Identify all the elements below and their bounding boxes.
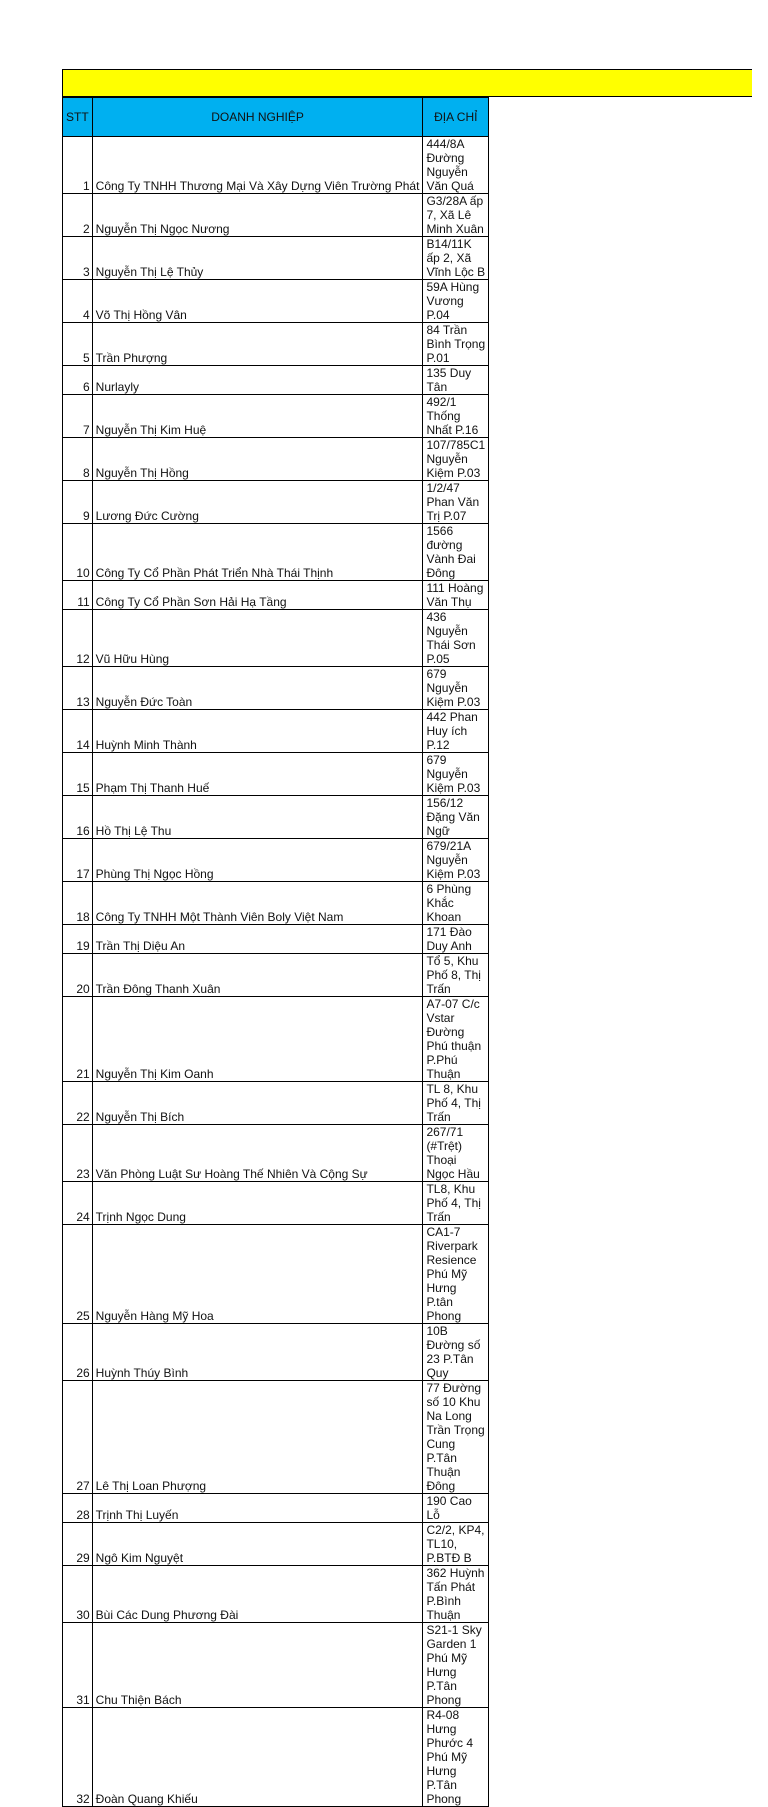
row-stt[interactable]: 9 bbox=[63, 481, 93, 524]
row-stt[interactable]: 15 bbox=[63, 753, 93, 796]
table-row bbox=[63, 1381, 489, 1494]
table-row bbox=[63, 366, 489, 395]
table-row bbox=[63, 954, 489, 997]
row-address[interactable]: 77 Đường số 10 Khu Na Long Trần Trọng Cung P.Tân Thuận Đông bbox=[423, 1381, 489, 1494]
row-company[interactable]: Nguyễn Hàng Mỹ Hoa bbox=[92, 1225, 423, 1324]
table-row bbox=[63, 796, 489, 839]
row-stt[interactable]: 29 bbox=[63, 1523, 93, 1566]
table-row bbox=[63, 1494, 489, 1523]
table-row bbox=[63, 710, 489, 753]
table-row bbox=[63, 137, 489, 194]
table-row bbox=[63, 395, 489, 438]
row-address[interactable]: 84 Trần Bình Trọng P.01 bbox=[423, 323, 489, 366]
table-row bbox=[63, 925, 489, 954]
row-address[interactable]: 111 Hoàng Văn Thụ bbox=[423, 581, 489, 610]
row-address[interactable]: 267/71 (#Trệt) Thoại Ngọc Hầu bbox=[423, 1125, 489, 1182]
table-row bbox=[63, 1182, 489, 1225]
row-stt[interactable]: 31 bbox=[63, 1623, 93, 1708]
title-bar bbox=[62, 69, 752, 97]
row-company[interactable]: Nguyễn Thị Lệ Thủy bbox=[92, 237, 423, 280]
row-address[interactable]: 442 Phan Huy ích P.12 bbox=[423, 710, 489, 753]
row-company[interactable]: Ngô Kim Nguyệt bbox=[92, 1523, 423, 1566]
table-row bbox=[63, 194, 489, 237]
table-row bbox=[63, 323, 489, 366]
row-address[interactable]: 135 Duy Tân bbox=[423, 366, 489, 395]
table-row bbox=[63, 1708, 489, 1807]
row-stt[interactable]: 7 bbox=[63, 395, 93, 438]
row-address[interactable]: R4-08 Hưng Phước 4 Phú Mỹ Hưng P.Tân Phong bbox=[423, 1708, 489, 1807]
table-row bbox=[63, 1566, 489, 1623]
table-row bbox=[63, 1082, 489, 1125]
row-address[interactable]: G3/28A ấp 7, Xã Lê Minh Xuân bbox=[423, 194, 489, 237]
row-stt[interactable]: 14 bbox=[63, 710, 93, 753]
row-address[interactable]: 156/12 Đặng Văn Ngữ bbox=[423, 796, 489, 839]
row-company[interactable]: Hồ Thị Lệ Thu bbox=[92, 796, 423, 839]
row-stt[interactable]: 12 bbox=[63, 610, 93, 667]
row-stt[interactable]: 20 bbox=[63, 954, 93, 997]
row-stt[interactable]: 8 bbox=[63, 438, 93, 481]
row-company[interactable]: Lê Thị Loan Phượng bbox=[92, 1381, 423, 1494]
row-address[interactable]: 362 Huỳnh Tấn Phát P.Bình Thuận bbox=[423, 1566, 489, 1623]
table-row bbox=[63, 610, 489, 667]
row-company[interactable]: Công Ty Cổ Phần Phát Triển Nhà Thái Thịnh bbox=[92, 524, 423, 581]
row-company[interactable]: Huỳnh Thúy Bình bbox=[92, 1324, 423, 1381]
row-company[interactable]: Nguyễn Thị Hồng bbox=[92, 438, 423, 481]
row-stt[interactable]: 3 bbox=[63, 237, 93, 280]
row-company[interactable]: Vũ Hữu Hùng bbox=[92, 610, 423, 667]
row-address[interactable]: 444/8A Đường Nguyễn Văn Quá bbox=[423, 137, 489, 194]
row-company[interactable]: Trần Đông Thanh Xuân bbox=[92, 954, 423, 997]
row-address[interactable]: TL8, Khu Phố 4, Thị Trấn bbox=[423, 1182, 489, 1225]
row-address[interactable]: 10B Đường số 23 P.Tân Quy bbox=[423, 1324, 489, 1381]
table-row bbox=[63, 280, 489, 323]
row-company[interactable]: Phạm Thị Thanh Huế bbox=[92, 753, 423, 796]
row-address[interactable]: 492/1 Thống Nhất P.16 bbox=[423, 395, 489, 438]
header-company[interactable]: DOANH NGHIỆP bbox=[92, 98, 423, 137]
row-stt[interactable]: 30 bbox=[63, 1566, 93, 1623]
row-address[interactable]: 171 Đào Duy Anh bbox=[423, 925, 489, 954]
row-stt[interactable]: 1 bbox=[63, 137, 93, 194]
table-row bbox=[63, 997, 489, 1082]
business-table bbox=[62, 97, 489, 1807]
row-company[interactable]: Nguyễn Thị Bích bbox=[92, 1082, 423, 1125]
row-address[interactable]: 1/2/47 Phan Văn Trị P.07 bbox=[423, 481, 489, 524]
table-row bbox=[63, 1324, 489, 1381]
table-row bbox=[63, 237, 489, 280]
row-stt[interactable]: 22 bbox=[63, 1082, 93, 1125]
row-address[interactable]: 1566 đường Vành Đai Đông bbox=[423, 524, 489, 581]
row-company[interactable]: Công Ty TNHH Một Thành Viên Boly Việt Nam bbox=[92, 882, 423, 925]
row-company[interactable]: Trần Phượng bbox=[92, 323, 423, 366]
row-stt[interactable]: 17 bbox=[63, 839, 93, 882]
row-address[interactable]: A7-07 C/c Vstar Đường Phú thuận P.Phú Thuận bbox=[423, 997, 489, 1082]
row-stt[interactable]: 24 bbox=[63, 1182, 93, 1225]
row-address[interactable]: TL 8, Khu Phố 4, Thị Trấn bbox=[423, 1082, 489, 1125]
row-stt[interactable]: 10 bbox=[63, 524, 93, 581]
row-address[interactable]: 679 Nguyễn Kiệm P.03 bbox=[423, 753, 489, 796]
row-company[interactable]: Đoàn Quang Khiếu bbox=[92, 1708, 423, 1807]
row-address[interactable]: 679 Nguyễn Kiệm P.03 bbox=[423, 667, 489, 710]
row-company[interactable]: Công Ty TNHH Thương Mại Và Xây Dựng Viên Trường Phát bbox=[92, 137, 423, 194]
row-stt[interactable]: 16 bbox=[63, 796, 93, 839]
row-company[interactable]: Trịnh Ngọc Dung bbox=[92, 1182, 423, 1225]
row-company[interactable]: Nurlayly bbox=[92, 366, 423, 395]
row-stt[interactable]: 5 bbox=[63, 323, 93, 366]
table-row bbox=[63, 882, 489, 925]
row-company[interactable]: Phùng Thị Ngọc Hồng bbox=[92, 839, 423, 882]
row-stt[interactable]: 25 bbox=[63, 1225, 93, 1324]
row-stt[interactable]: 26 bbox=[63, 1324, 93, 1381]
row-address[interactable]: S21-1 Sky Garden 1 Phú Mỹ Hưng P.Tân Phong bbox=[423, 1623, 489, 1708]
header-row bbox=[63, 98, 489, 137]
row-stt[interactable]: 23 bbox=[63, 1125, 93, 1182]
row-stt[interactable]: 4 bbox=[63, 280, 93, 323]
row-address[interactable]: 59A Hùng Vương P.04 bbox=[423, 280, 489, 323]
row-stt[interactable]: 11 bbox=[63, 581, 93, 610]
table-row bbox=[63, 753, 489, 796]
header-stt[interactable]: STT bbox=[63, 98, 93, 137]
row-address[interactable]: Tổ 5, Khu Phố 8, Thị Trấn bbox=[423, 954, 489, 997]
table-row bbox=[63, 524, 489, 581]
row-company[interactable]: Chu Thiện Bách bbox=[92, 1623, 423, 1708]
row-stt[interactable]: 2 bbox=[63, 194, 93, 237]
row-stt[interactable]: 27 bbox=[63, 1381, 93, 1494]
table-row bbox=[63, 1523, 489, 1566]
row-address[interactable]: 6 Phùng Khắc Khoan bbox=[423, 882, 489, 925]
row-stt[interactable]: 21 bbox=[63, 997, 93, 1082]
row-stt[interactable]: 18 bbox=[63, 882, 93, 925]
row-address[interactable]: 190 Cao Lỗ bbox=[423, 1494, 489, 1523]
row-company[interactable]: Huỳnh Minh Thành bbox=[92, 710, 423, 753]
table-row bbox=[63, 1125, 489, 1182]
row-stt[interactable]: 6 bbox=[63, 366, 93, 395]
table-row bbox=[63, 839, 489, 882]
row-company[interactable]: Nguyễn Thị Kim Huệ bbox=[92, 395, 423, 438]
row-company[interactable]: Nguyễn Đức Toàn bbox=[92, 667, 423, 710]
row-company[interactable]: Công Ty Cổ Phần Sơn Hải Hạ Tầng bbox=[92, 581, 423, 610]
row-company[interactable]: Bùi Các Dung Phương Đài bbox=[92, 1566, 423, 1623]
table-row bbox=[63, 581, 489, 610]
row-company[interactable]: Văn Phòng Luật Sư Hoàng Thế Nhiên Và Cộng Sự bbox=[92, 1125, 423, 1182]
row-address[interactable]: C2/2, KP4, TL10, P.BTĐ B bbox=[423, 1523, 489, 1566]
row-address[interactable]: 107/785C1 Nguyễn Kiệm P.03 bbox=[423, 438, 489, 481]
table-row bbox=[63, 1623, 489, 1708]
table-row bbox=[63, 481, 489, 524]
row-address[interactable]: 679/21A Nguyễn Kiệm P.03 bbox=[423, 839, 489, 882]
row-company[interactable]: Trịnh Thị Luyến bbox=[92, 1494, 423, 1523]
table-row bbox=[63, 667, 489, 710]
table-row bbox=[63, 438, 489, 481]
row-company[interactable]: Võ Thị Hồng Vân bbox=[92, 280, 423, 323]
header-address[interactable]: ĐỊA CHỈ bbox=[423, 98, 489, 137]
row-address[interactable]: CA1-7 Riverpark Resience Phú Mỹ Hưng P.tân Phong bbox=[423, 1225, 489, 1324]
row-stt[interactable]: 19 bbox=[63, 925, 93, 954]
table-row bbox=[63, 1225, 489, 1324]
row-address[interactable]: B14/11K ấp 2, Xã Vĩnh Lộc B bbox=[423, 237, 489, 280]
row-company[interactable]: Nguyễn Thị Kim Oanh bbox=[92, 997, 423, 1082]
row-address[interactable]: 436 Nguyễn Thái Sơn P.05 bbox=[423, 610, 489, 667]
row-company[interactable]: Nguyễn Thị Ngọc Nương bbox=[92, 194, 423, 237]
row-stt[interactable]: 32 bbox=[63, 1708, 93, 1807]
table-body bbox=[63, 137, 489, 1807]
row-stt[interactable]: 13 bbox=[63, 667, 93, 710]
row-company[interactable]: Trần Thị Diệu An bbox=[92, 925, 423, 954]
row-stt[interactable]: 28 bbox=[63, 1494, 93, 1523]
row-company[interactable]: Lương Đức Cường bbox=[92, 481, 423, 524]
